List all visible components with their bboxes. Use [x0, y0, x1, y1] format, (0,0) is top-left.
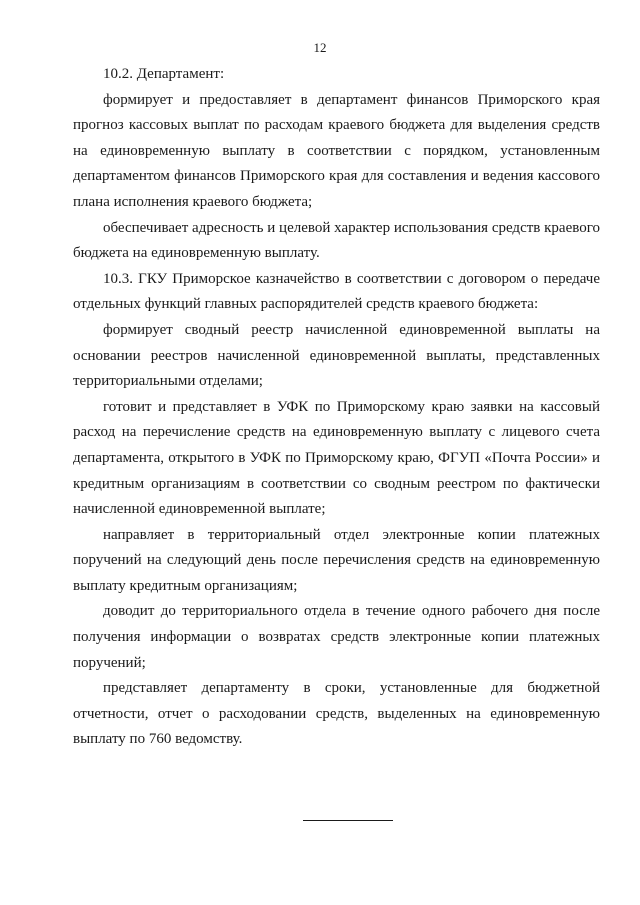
paragraph-payment-copies: направляет в территориальный отдел электронные копии платежных поручений на следующий день после перечисления средств на единовременную выплату кредитным организациям; [73, 526, 600, 594]
paragraph-10-2-heading: 10.2. Департамент: [103, 66, 225, 82]
paragraph-forecast: формирует и предоставляет в департамент финансов Приморского края прогноз кассовых выплат по расходам краевого бюджета для выделения средств на единовременную выплату в соответствии с порядком, установленным департаментом финансов Приморского края для составления и ведения кассового плана исполнения краевого бюджета; [73, 91, 600, 210]
paragraph-targeting: обеспечивает адресность и целевой характер использования средств краевого бюджета на единовременную выплату. [73, 219, 600, 262]
closing-rule-line [303, 820, 393, 821]
document-body [73, 62, 600, 753]
page-number: 12 [313, 40, 327, 55]
paragraph-cash-requests: готовит и представляет в УФК по Приморскому краю заявки на кассовый расход на перечисление средств на единовременную выплату с лицевого счета департамента, открытого в УФК по Приморскому краю, ФГУП «Почта России» и кредитным организациям в соответствии со сводным реестром по фактически начисленной единовременной выплате; [73, 398, 600, 518]
paragraph-returns-info: доводит до территориального отдела в течение одного рабочего дня после получения информации о возвратах средств электронные копии платежных поручений; [73, 603, 600, 671]
paragraph-report: представляет департаменту в сроки, установленные для бюджетной отчетности, отчет о расходовании средств, выделенных на единовременную выплату по 760 ведомству. [73, 680, 600, 748]
paragraph-consolidated-register: формирует сводный реестр начисленной единовременной выплаты на основании реестров начисленной единовременной выплаты, представленных территориальными отделами; [73, 321, 600, 390]
paragraph-10-3-heading: 10.3. ГКУ Приморское казначейство в соответствии с договором о передаче отдельных функций главных распорядителей средств краевого бюджета: [73, 270, 600, 313]
